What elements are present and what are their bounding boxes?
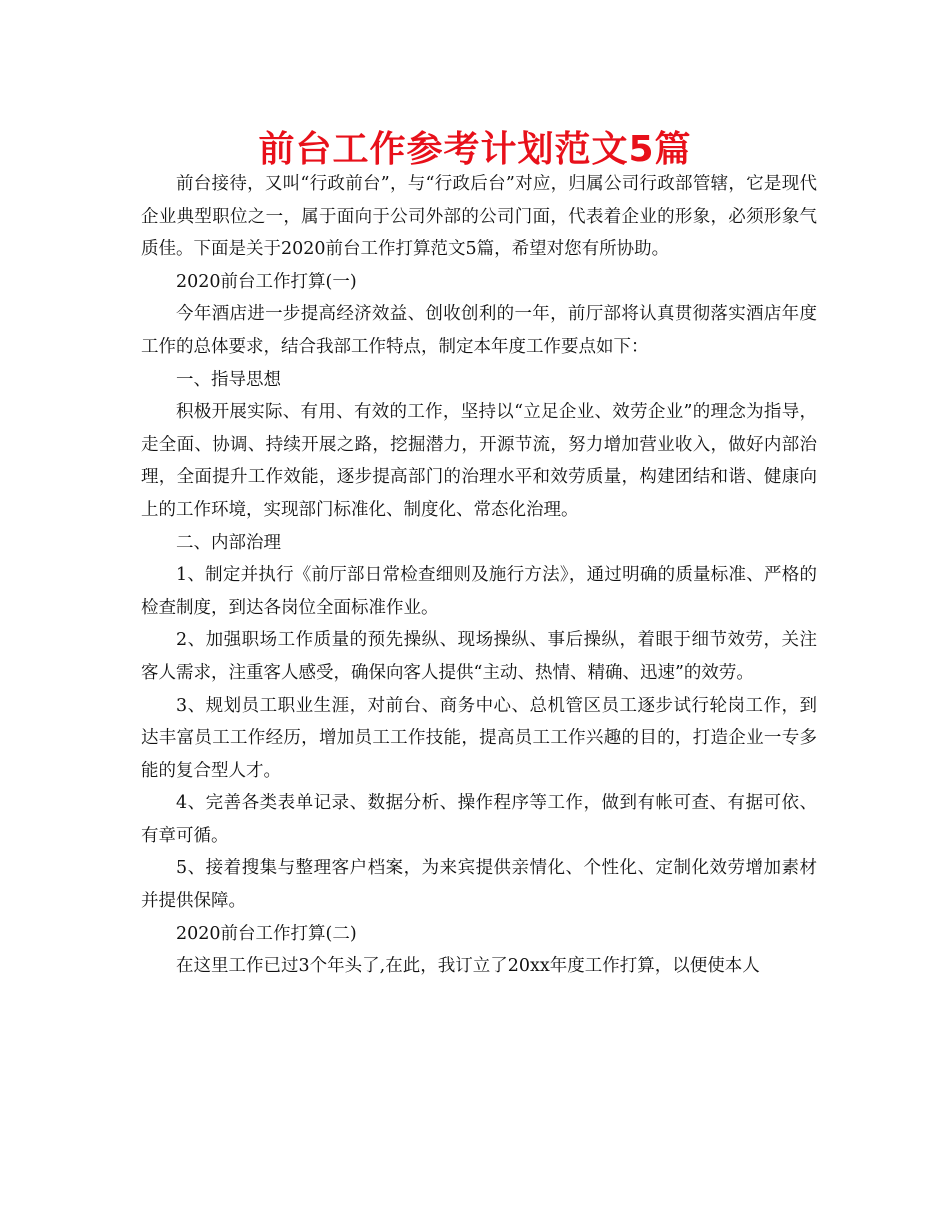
subheading-internal-management: 二、内部治理 — [176, 532, 281, 553]
paragraph: 今年酒店进一步提高经济效益、创收创利的一年，前厅部将认真贯彻落实酒店年度工作的总体要求，结合我部工作特点，制定本年度工作要点如下： — [141, 304, 817, 357]
paragraph: 在这里工作已过3个年头了,在此，我订立了20xx年度工作打算，以便使本人 — [176, 956, 760, 977]
paragraph: 积极开展实际、有用、有效的工作，坚持以“立足企业、效劳企业”的理念为指导，走全面、协调、持续开展之路，挖掘潜力，开源节流，努力增加营业收入，做好内部治理，全面提升工作效能，逐步提高部门的治理水平和效劳质量，构建团结和谐、健康向上的工作环境，实现部门标准化、制度化、常态化治理。 — [141, 402, 817, 520]
section-heading-plan-1: 2020前台工作打算(一) — [176, 271, 357, 292]
paragraph-intro: 前台接待，又叫“行政前台”，与“行政后台”对应，归属公司行政部管辖，它是现代企业典型职位之一，属于面向于公司外部的公司门面，代表着企业的形象，必须形象气质佳。下面是关于2020前台工作打算范文5篇，希望对您有所协助。 — [141, 174, 817, 260]
document-body — [141, 168, 817, 983]
document-title: 前台工作参考计划范文5篇 — [258, 129, 692, 170]
section-heading-plan-2: 2020前台工作打算(二) — [176, 923, 357, 944]
list-item: 4、完善各类表单记录、数据分析、操作程序等工作，做到有帐可查、有据可依、有章可循。 — [141, 793, 817, 846]
list-item: 2、加强职场工作质量的预先操纵、现场操纵、事后操纵，着眼于细节效劳，关注客人需求，注重客人感受，确保向客人提供“主动、热情、精确、迅速”的效劳。 — [141, 630, 817, 683]
list-item: 3、规划员工职业生涯，对前台、商务中心、总机管区员工逐步试行轮岗工作，到达丰富员工工作经历，增加员工工作技能，提高员工工作兴趣的目的，打造企业一专多能的复合型人才。 — [141, 695, 817, 781]
subheading-guiding-ideology: 一、指导思想 — [176, 369, 281, 390]
list-item: 5、接着搜集与整理客户档案，为来宾提供亲情化、个性化、定制化效劳增加素材并提供保障。 — [141, 858, 817, 912]
list-item: 1、制定并执行《前厅部日常检查细则及施行方法》，通过明确的质量标准、严格的检查制度，到达各岗位全面标准作业。 — [141, 565, 817, 618]
